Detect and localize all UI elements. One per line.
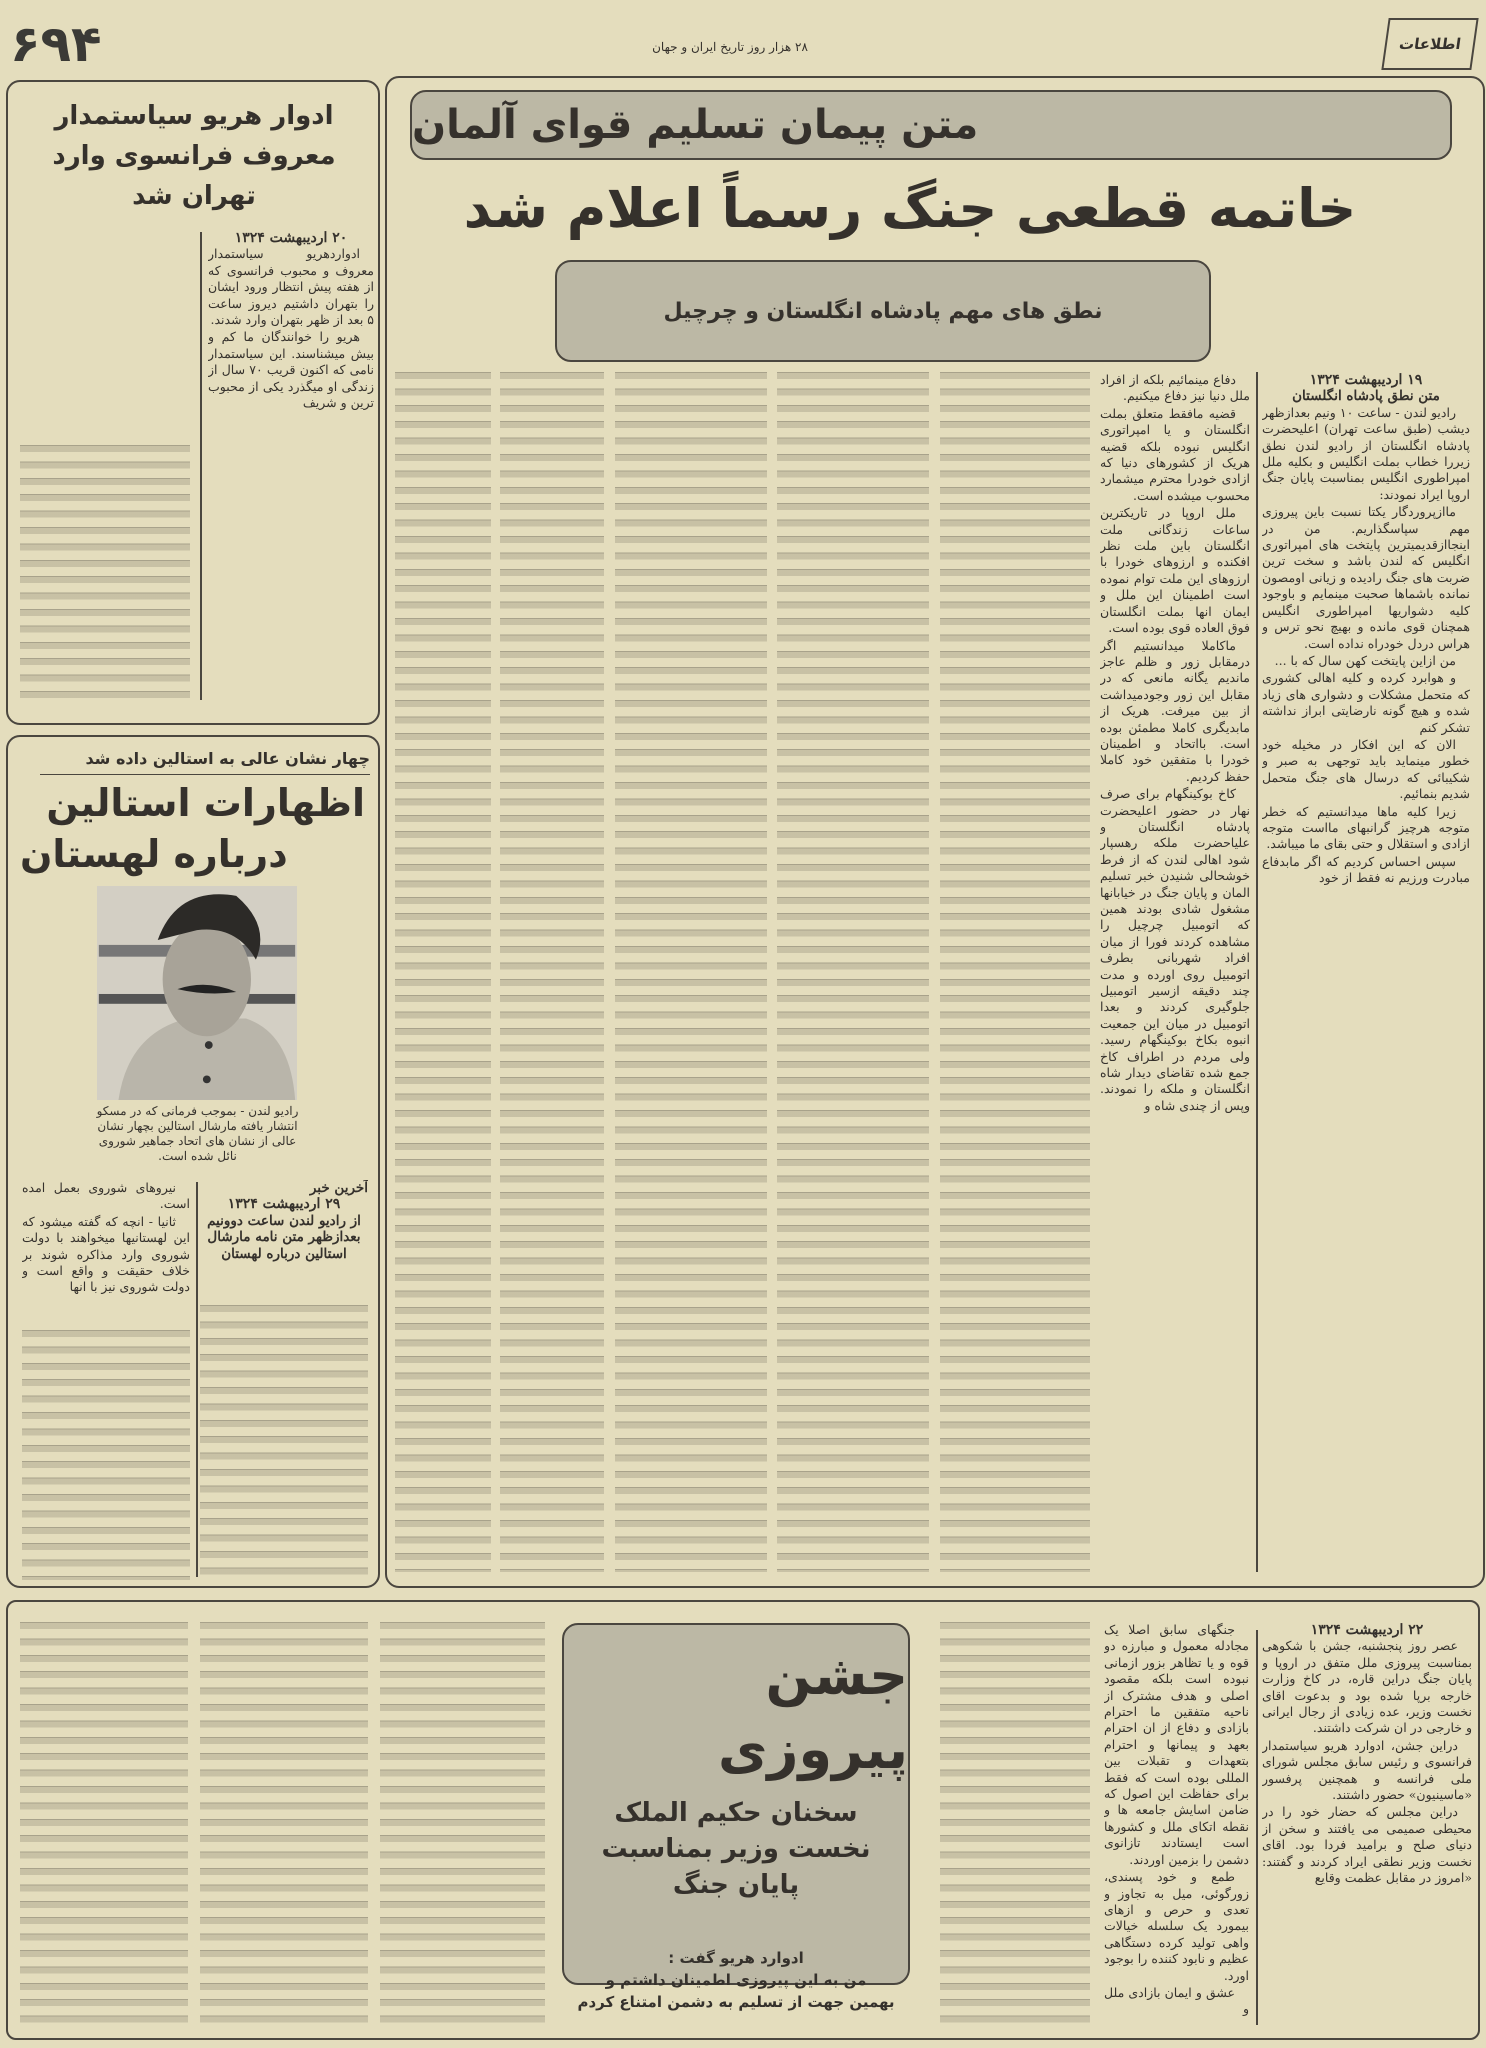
text-column-illegible — [22, 1330, 190, 1580]
text-column-illegible — [395, 372, 491, 1572]
victory-subtitle-1: سخنان حکیم الملک — [614, 1798, 858, 1828]
main-column-1 — [1262, 372, 1470, 1572]
column-rule — [1256, 1630, 1258, 2025]
running-title: ۲۸ هزار روز تاریخ ایران و جهان — [652, 40, 808, 54]
quote-intro: ادوارد هریو گفت : — [668, 1949, 804, 1967]
article-date: ۲۹ اردیبهشت ۱۳۲۴ — [227, 1196, 341, 1213]
paragraph: و هوابرد کرده و کلیه اهالی کشوری که متحمل مشکلات و دشواری های زیاد شده و هیچ گونه نارضایتی ابراز نداشته تشکر کنم — [1262, 670, 1470, 735]
paragraph: دفاع مینمائیم بلکه از افراد ملل دنیا نیز دفاع میکنیم. — [1100, 372, 1250, 404]
stalin-headline-1: اظهارات استالین — [46, 781, 365, 825]
victory-subtitle-3: پایان جنگ — [672, 1870, 800, 1900]
text-column-illegible — [380, 1622, 545, 2032]
text-column-illegible — [615, 372, 767, 1572]
paragraph: ادواردهریو سیاستمدار معروف و محبوب فرانسوی که از هفته پیش انتظار ورود ایشان را بتهران داشتیم دیروز ساعت ۵ بعد از ظهر بتهران وارد شدند. — [208, 246, 374, 328]
stalin-photo-caption: رادیو لندن - بموجب فرمانی که در مسکو انتشار یافته مارشال استالین بچهار نشان عالی از نشان های اتحاد جماهیر شوروی نائل شده است. — [96, 1104, 299, 1163]
paragraph: طمع و خود پسندی، زورگوئی، میل به تجاوز و تعدی و حرص و ازهای بیمورد یک سلسله خیالات واهی تولید کرده دستگاهی عظیم و نابود کننده را بوجود اورد. — [1104, 1869, 1249, 1983]
victory-column-1 — [1262, 1622, 1472, 2032]
text-column-illegible — [200, 1305, 368, 1580]
paragraph: رادیو لندن - ساعت ۱۰ ونیم بعدازظهر دیشب (طبق ساعت تهران) اعلیحضرت پادشاه انگلستان از رادیو لندن نطق زیررا خطاب بملت انگلیس و بکلیه ملل امپراطوری انگلیس بمناسبت پایان جنگ اروپا ایراد نمودند: — [1262, 404, 1470, 502]
paragraph: ملل اروپا در تاریکترین ساعات زندگانی ملت انگلستان باین ملت نظر افکنده و ارزوهای خودرا با ارزوهای این ملت توام نموده است اطمینان این ملل و ایمان انها بملت انگلستان فوق العاده قوی بوده است. — [1100, 505, 1250, 636]
stalin-kicker: چهار نشان عالی به استالین داده شد — [40, 744, 370, 775]
text-column-illegible — [940, 1622, 1090, 2032]
main-subhead: نطق های مهم پادشاه انگلستان و چرچیل — [663, 298, 1103, 324]
text-column-illegible — [940, 372, 1090, 1572]
paragraph: زیرا کلیه ماها میدانستیم که خطر متوجه هرچیز گرانبهای مااست متوجه ازادی و استقلال و حتی بقای ما میباشد. — [1262, 803, 1470, 852]
paragraph: ماکاملا میدانستیم اگر درمقابل زور و ظلم عاجز مانديم یگانه مانعی که در مقابل این زور وجودمیداشت از بین میرفت. هریک از مابدیگری کاملا مطمئن بوده است. بااتحاد و اطمینان خودرا با متفقین خود کاملا حفظ کردیم. — [1100, 637, 1250, 784]
latest-news-lead: از رادیو لندن ساعت دوونیم بعدازظهر متن نامه مارشال استالین درباره لهستان — [207, 1212, 361, 1262]
victory-column-2 — [1104, 1622, 1249, 2032]
victory-title-box — [562, 1623, 910, 2011]
quote-line-1: من به این پیروزی اطمینان داشتم و — [605, 1971, 867, 1989]
text-column-illegible — [777, 372, 929, 1572]
paragraph: الان که این افکار در مخیله خود خطور مینماید باید توجهی به صبر و شکیبائی که درسال های جنگ متحمل شدیم بنمائیم. — [1262, 736, 1470, 802]
column-rule — [196, 1182, 198, 1577]
newspaper-logo — [1381, 18, 1478, 70]
paragraph: هریو را خوانندگان ما کم و بیش میشناسند. این سیاستمدار نامی که اکنون قریب ۷۰ سال از زندگی او میگذرد یکی از محبوب ترین و شریف — [208, 329, 374, 411]
main-column-2 — [1100, 372, 1250, 1572]
paragraph: قضیه مافقط متعلق بملت انگلستان و یا امپراتوری انگلیس نبوده بلکه قضیه هریک از کشورهای دنیا که ازادی خودرا محترم میشمارد محسوب میشده است. — [1100, 405, 1250, 503]
page-number: ۶۹۴ — [10, 15, 102, 73]
text-column-illegible — [500, 372, 604, 1572]
column-rule — [200, 232, 202, 700]
latest-news-column — [200, 1180, 368, 1580]
victory-title: جشن پیروزی — [717, 1644, 908, 1781]
kicker-banner — [410, 90, 1452, 160]
logo-text: اطلاعات — [1397, 35, 1463, 53]
stalin-photo — [97, 886, 297, 1100]
latest-news-label: آخرین خبر — [309, 1180, 368, 1196]
paragraph: ماازپروردگار یکتا نسبت باین پیروزی مهم سپاسگذاریم. من در اینجاازقدیمیترین پایتخت های امپراتوری انگلیس که لندن باشد و سخت ترین ضربت های جنگ رادیده و زیانی اومصون نمانده باشماها صحبت مینمایم و باوجود کلیه دشواریها امپراطوری انگلیس همچنان قوی مانده و بهیچ نحو ترس و هراس دردل خودراه نداده است. — [1262, 504, 1470, 651]
paragraph: ثانیا - انچه که گفته میشود که این لهستانیها میخواهند با دولت شوروی وارد مذاکره شوند بر خلاف حقیقت و واقع است و دولت شوروی نیز با انها — [22, 1213, 190, 1295]
paragraph: کاخ بوکینگهام برای صرف نهار در حضور اعلیحضرت پادشاه انگلستان و علیاحضرت ملکه رهسپار شود اهالی لندن که از فرط خوشحالی شنیدن خبر تسلیم المان و پایان جنگ در خیابانها مشغول شادی بودند همین که اتومبیل چرچیل را مشاهده کردند فورا از میان افراد شهربانی بطرف اتومبیل روی اورده و مدت چند دقیقه ازسیر اتومبیل جلوگیری کردند و بعدا اتومبیل در میان این جمعیت انبوه بکاخ بوکینگهام رسید. ولی مردم در اطراف کاخ جمع شده تقاضای دیدار شاه انگلستان و ملکه را نمودند. وپس از چندی شاه و — [1100, 786, 1250, 1113]
article-date: ۲۰ اردیبهشت ۱۳۲۴ — [234, 230, 348, 246]
herriot-headline: ادوار هریو سیاستمدار معروف فرانسوی وارد تهران شد — [52, 101, 336, 211]
main-kicker: متن پیمان تسلیم قوای آلمان — [412, 102, 979, 148]
herriot-column — [208, 230, 374, 700]
paragraph: سپس احساس کردیم که اگر مابدفاع مبادرت ورزیم نه فقط از خود — [1262, 853, 1470, 886]
main-headline: خاتمه قطعی جنگ رسماً اعلام شد — [463, 177, 1357, 240]
article-title: متن نطق پادشاه انگلستان — [1292, 388, 1440, 405]
subhead-box — [555, 260, 1211, 362]
paragraph: دراین مجلس که حضار خود را در محیطی صمیمی می یافتند و سخن از دنیای صلح و برامید فردا بود. اقای نخست وزیر نطقی ایراد کردند و گفتند: «امروز در مقابل عظمت وقایع — [1262, 1804, 1472, 1886]
stalin-headline-2: درباره لهستان — [20, 832, 288, 876]
text-column-illegible — [20, 1622, 188, 2032]
paragraph: جنگهای سابق اصلا یک مجادله معمول و مبارزه دو قوه و یا تظاهر بزور ازمانی نبوده است بلکه مقصود اصلی و هدف مشترک از ناحیه متفقین ما احترام بازادی و دفاع از ان احترام بعهد و پیمانها و احترام بتعهدات و تقبلات بین المللی بوده است که فقط برای حفاظت این اصول که ضامن اسایش جامعه ها و نقطه اتکای ملل و کشورها است ایستادند تازانوی دشمن را بزمین اوردند. — [1104, 1622, 1249, 1867]
text-column-illegible — [200, 1622, 368, 2032]
paragraph: عصر روز پنجشنبه، جشن با شکوهی بمناسبت پیروزی ملل متفق در اروپا و پایان جنگ دراین قاره، در کاخ وزارت خارجه برپا شده بود و بدعوت اقای نخست وزیر، عده زیادی از رجال ایرانی و خارجی در ان شرکت داشتند. — [1262, 1638, 1472, 1736]
paragraph: دراین جشن، ادوارد هریو سیاستمدار فرانسوی و رئیس سابق مجلس شورای ملی فرانسه و همچنین پرفسور «ماسینیون» حضور داشتند. — [1262, 1737, 1472, 1803]
text-column-illegible — [20, 445, 190, 700]
stalin-left-column — [22, 1180, 190, 1580]
article-date: ۲۲ اردیبهشت ۱۳۲۴ — [1310, 1622, 1424, 1638]
paragraph: عشق و ایمان بازادی ملل و — [1104, 1984, 1249, 2017]
quote-line-2: بهمین جهت از تسلیم به دشمن امتناع کردم — [577, 1993, 895, 2011]
paragraph: من ازاین پایتخت کهن سال که با ... — [1274, 652, 1456, 668]
article-date: ۱۹ اردیبهشت ۱۳۲۴ — [1309, 372, 1423, 388]
paragraph: نیروهای شوروی بعمل امده است. — [22, 1180, 190, 1212]
column-rule — [1256, 372, 1258, 1572]
victory-subtitle-2: نخست وزیر بمناسبت — [601, 1834, 871, 1864]
